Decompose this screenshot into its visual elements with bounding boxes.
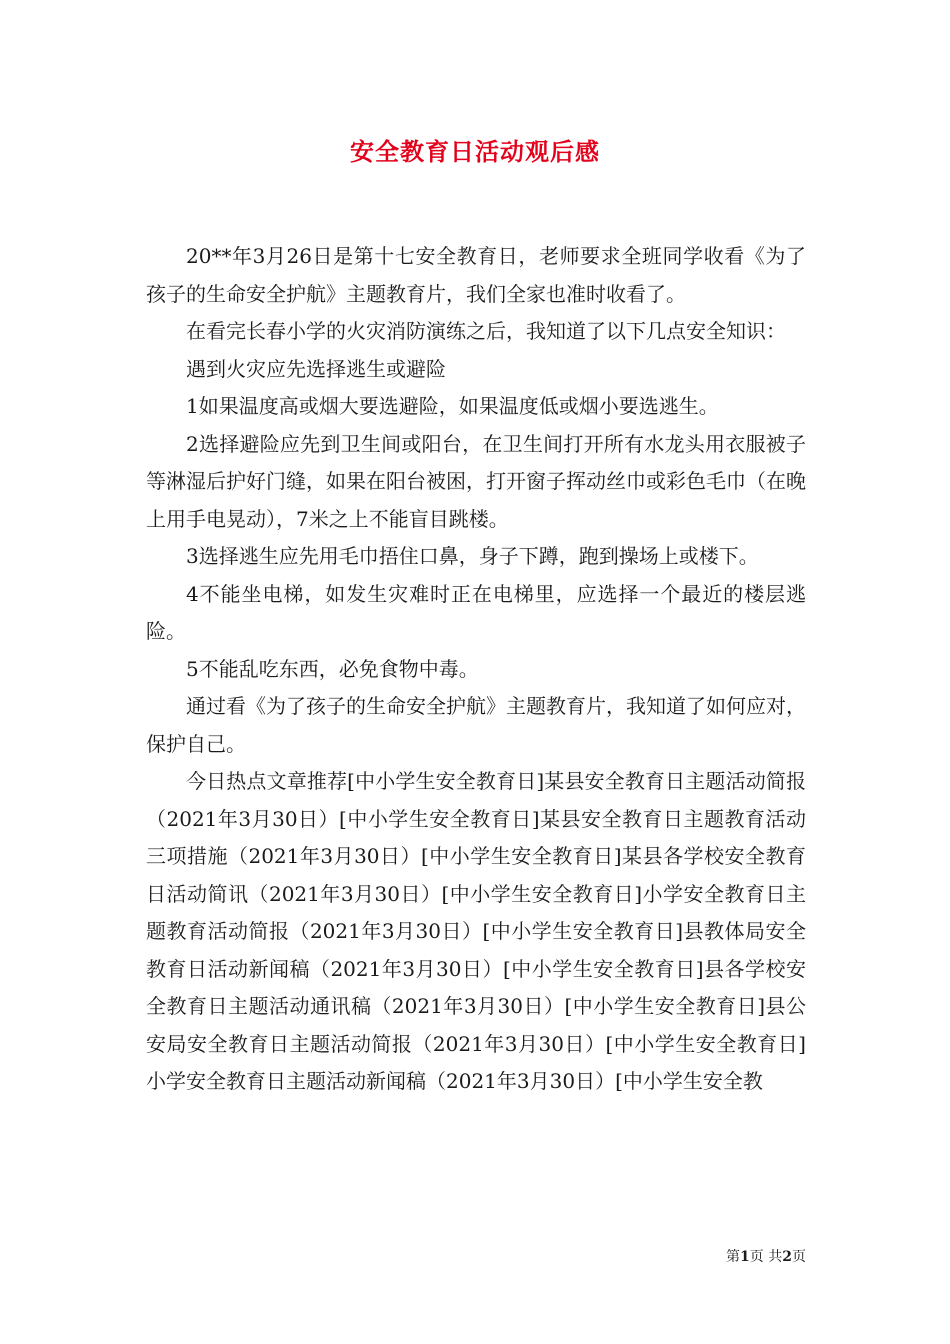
paragraph-conclusion: 通过看《为了孩子的生命安全护航》主题教育片，我知道了如何应对，保护自己。 bbox=[146, 694, 806, 756]
paragraph-point-2: 2选择避险应先到卫生间或阳台，在卫生间打开所有水龙头用衣服被子等淋湿后护好门缝，如果在阳台被困，打开窗子挥动丝巾或彩色毛巾（在晚上用手电晃动），7米之上不能盲目跳楼。 bbox=[146, 431, 806, 531]
footer-current-page: 1 bbox=[740, 1249, 750, 1265]
paragraph-fire-choice: 遇到火灾应先选择逃生或避险 bbox=[186, 356, 446, 381]
paragraph-point-3: 3选择逃生应先用毛巾捂住口鼻，身子下蹲，跑到操场上或楼下。 bbox=[186, 544, 759, 568]
footer-suffix: 页 bbox=[792, 1249, 806, 1265]
paragraph-intro: 20**年3月26日是第十七安全教育日，老师要求全班同学收看《为了孩子的生命安全护航》主题教育片，我们全家也准时收看了。 bbox=[146, 244, 806, 306]
paragraph-point-1: 1如果温度高或烟大要选避险，如果温度低或烟小要选逃生。 bbox=[186, 394, 719, 418]
footer-prefix: 第 bbox=[726, 1249, 741, 1265]
paragraph-recommended-articles: 今日热点文章推荐[中小学生安全教育日]某县安全教育日主题活动简报（2021年3月30日）[中小学生安全教育日]某县安全教育日主题教育活动三项措施（2021年3月30日）[中小学生安全教育日]某县各学校安全教育日活动简讯（2021年3月30日）[中小学生安全教育日]小学安全教育日主题教育活动简报（2021年3月30日）[中小学生安全教育日]县教体局安全教育日活动新闻稿（2021年3月30日）[中小学生安全教育日]县各学校安全教育日主题活动通讯稿（2021年3月30日）[中小学生安全教育日]县公安局安全教育日主题活动简报（2021年3月30日）[中小学生安全教育日]小学安全教育日主题活动新闻稿（2021年3月30日）[中小学生安全教 bbox=[146, 769, 806, 1093]
document-title: 安全教育日活动观后感 bbox=[350, 137, 600, 166]
document-body bbox=[146, 238, 806, 1101]
paragraph-point-5: 5不能乱吃东西，必免食物中毒。 bbox=[186, 656, 479, 681]
footer-middle: 页 共 bbox=[749, 1249, 783, 1265]
footer-total-pages: 2 bbox=[782, 1249, 792, 1265]
page-number-footer bbox=[726, 1246, 806, 1266]
paragraph-knowledge: 在看完长春小学的火灾消防演练之后，我知道了以下几点安全知识： bbox=[186, 319, 786, 343]
paragraph-point-4: 4不能坐电梯，如发生灾难时正在电梯里，应选择一个最近的楼层逃险。 bbox=[146, 581, 806, 643]
